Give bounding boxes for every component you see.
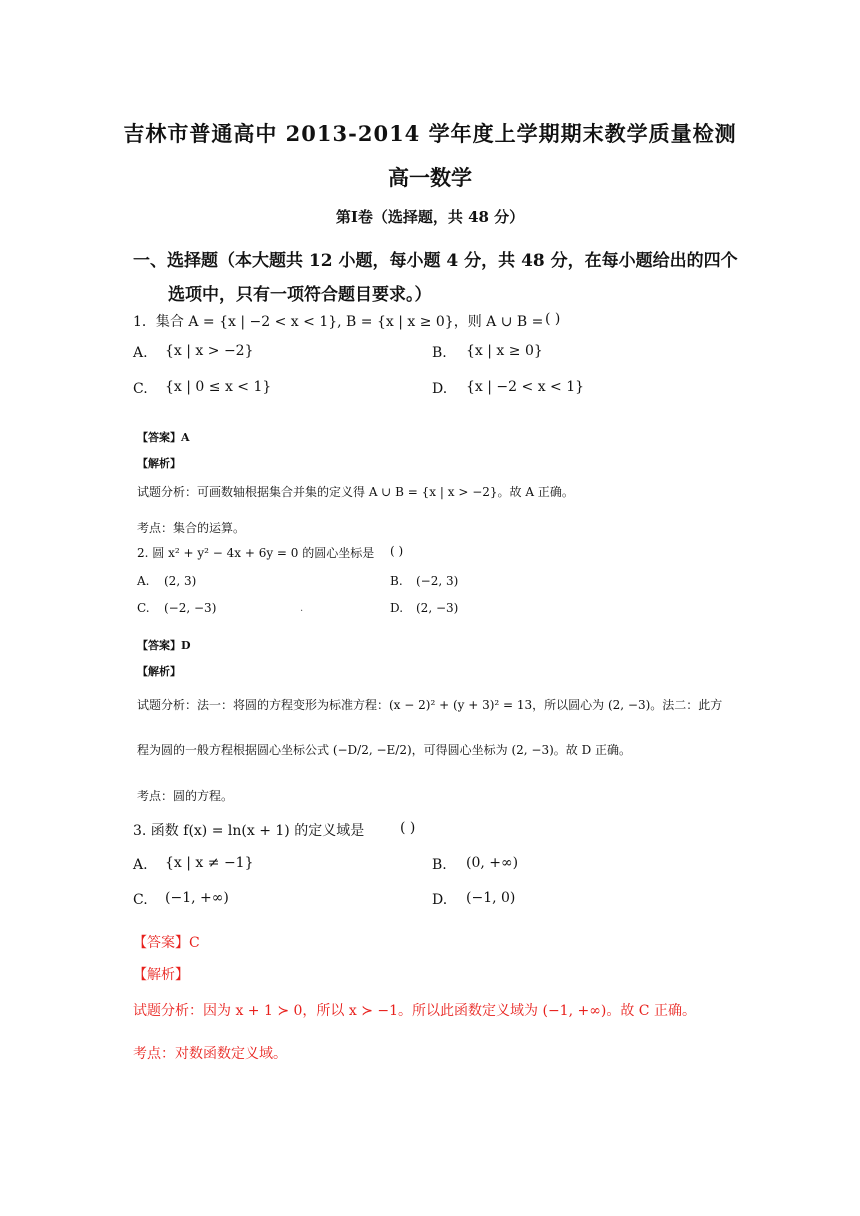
q1-point: 考点：集合的运算。: [137, 521, 246, 535]
q1-option-b: {x | x ≥ 0}: [466, 343, 543, 359]
exam-title: 吉林市普通高中 2013-2014 学年度上学期期末教学质量检测: [123, 121, 737, 146]
q1-option-a: {x | x > −2}: [165, 343, 254, 359]
q3-option-b: (0, +∞): [466, 855, 519, 871]
q1-option-d-label: D.: [432, 381, 448, 397]
q2-option-c: (−2, −3): [164, 601, 217, 615]
q1-option-c: {x | 0 ≤ x < 1}: [165, 379, 272, 395]
q2-analysis-label: 【解析】: [137, 665, 181, 678]
q1-answer: 【答案】A: [137, 431, 190, 444]
q3-option-a-label: A.: [133, 857, 148, 873]
section-heading-line1: 一、选择题（本大题共 12 小题，每小题 4 分，共 48 分，在每小题给出的四个: [133, 251, 738, 271]
q3-option-c: (−1, +∞): [165, 890, 229, 906]
q1-option-c-label: C.: [133, 381, 148, 397]
q3-analysis-label: 【解析】: [133, 967, 189, 983]
q3-paren: ( ): [400, 820, 416, 836]
section-heading-line2: 选项中，只有一项符合题目要求。）: [168, 285, 432, 305]
q2-analysis-line2: 程为圆的一般方程根据圆心坐标公式 (−D/2, −E/2)，可得圆心坐标为 (2, −3)。故 D 正确。: [137, 743, 632, 757]
q2-answer: 【答案】D: [137, 639, 191, 652]
q3-option-d: (−1, 0): [466, 890, 516, 906]
q2-point: 考点：圆的方程。: [137, 789, 234, 803]
q1-paren: ( ): [545, 311, 561, 327]
q2-option-a-label: A.: [137, 574, 150, 588]
q2-option-d: (2, −3): [416, 601, 459, 615]
q1-option-d: {x | −2 < x < 1}: [466, 379, 585, 395]
q3-stem: 3. 函数 f(x) = ln(x + 1) 的定义域是: [133, 823, 365, 839]
q3-option-c-label: C.: [133, 892, 148, 908]
q3-answer: 【答案】C: [133, 935, 200, 951]
part-heading: 第Ⅰ卷（选择题，共 48 分）: [335, 208, 525, 226]
q2-paren: ( ): [390, 544, 404, 558]
q2-option-c-label: C.: [137, 601, 150, 615]
q1-option-a-label: A.: [133, 345, 148, 361]
q1-analysis-label: 【解析】: [137, 457, 181, 470]
q1-analysis: 试题分析：可画数轴根据集合并集的定义得 A ∪ B = {x | x > −2}。故 A 正确。: [137, 485, 574, 499]
q1-option-b-label: B.: [432, 345, 447, 361]
stray-dot: .: [300, 603, 304, 614]
exam-subject: 高一数学: [388, 165, 472, 190]
q2-analysis-line1: 试题分析：法一：将圆的方程变形为标准方程：(x − 2)² + (y + 3)² = 13，所以圆心为 (2, −3)。法二：此方: [137, 698, 723, 712]
q3-option-b-label: B.: [432, 857, 447, 873]
q3-option-a: {x | x ≠ −1}: [165, 855, 254, 871]
q2-option-d-label: D.: [390, 601, 404, 615]
q3-point: 考点：对数函数定义域。: [133, 1046, 287, 1062]
q1-stem: 1．集合 A = {x | −2 < x < 1}, B = {x | x ≥ 0}，则 A ∪ B =: [133, 314, 544, 330]
q3-option-d-label: D.: [432, 892, 448, 908]
q2-option-b-label: B.: [390, 574, 403, 588]
q2-option-a: (2, 3): [164, 574, 197, 588]
q3-analysis: 试题分析：因为 x + 1 ≻ 0，所以 x ≻ −1。所以此函数定义域为 (−1, +∞)。故 C 正确。: [133, 1003, 696, 1019]
q2-stem: 2. 圆 x² + y² − 4x + 6y = 0 的圆心坐标是: [137, 546, 375, 560]
q2-option-b: (−2, 3): [416, 574, 459, 588]
